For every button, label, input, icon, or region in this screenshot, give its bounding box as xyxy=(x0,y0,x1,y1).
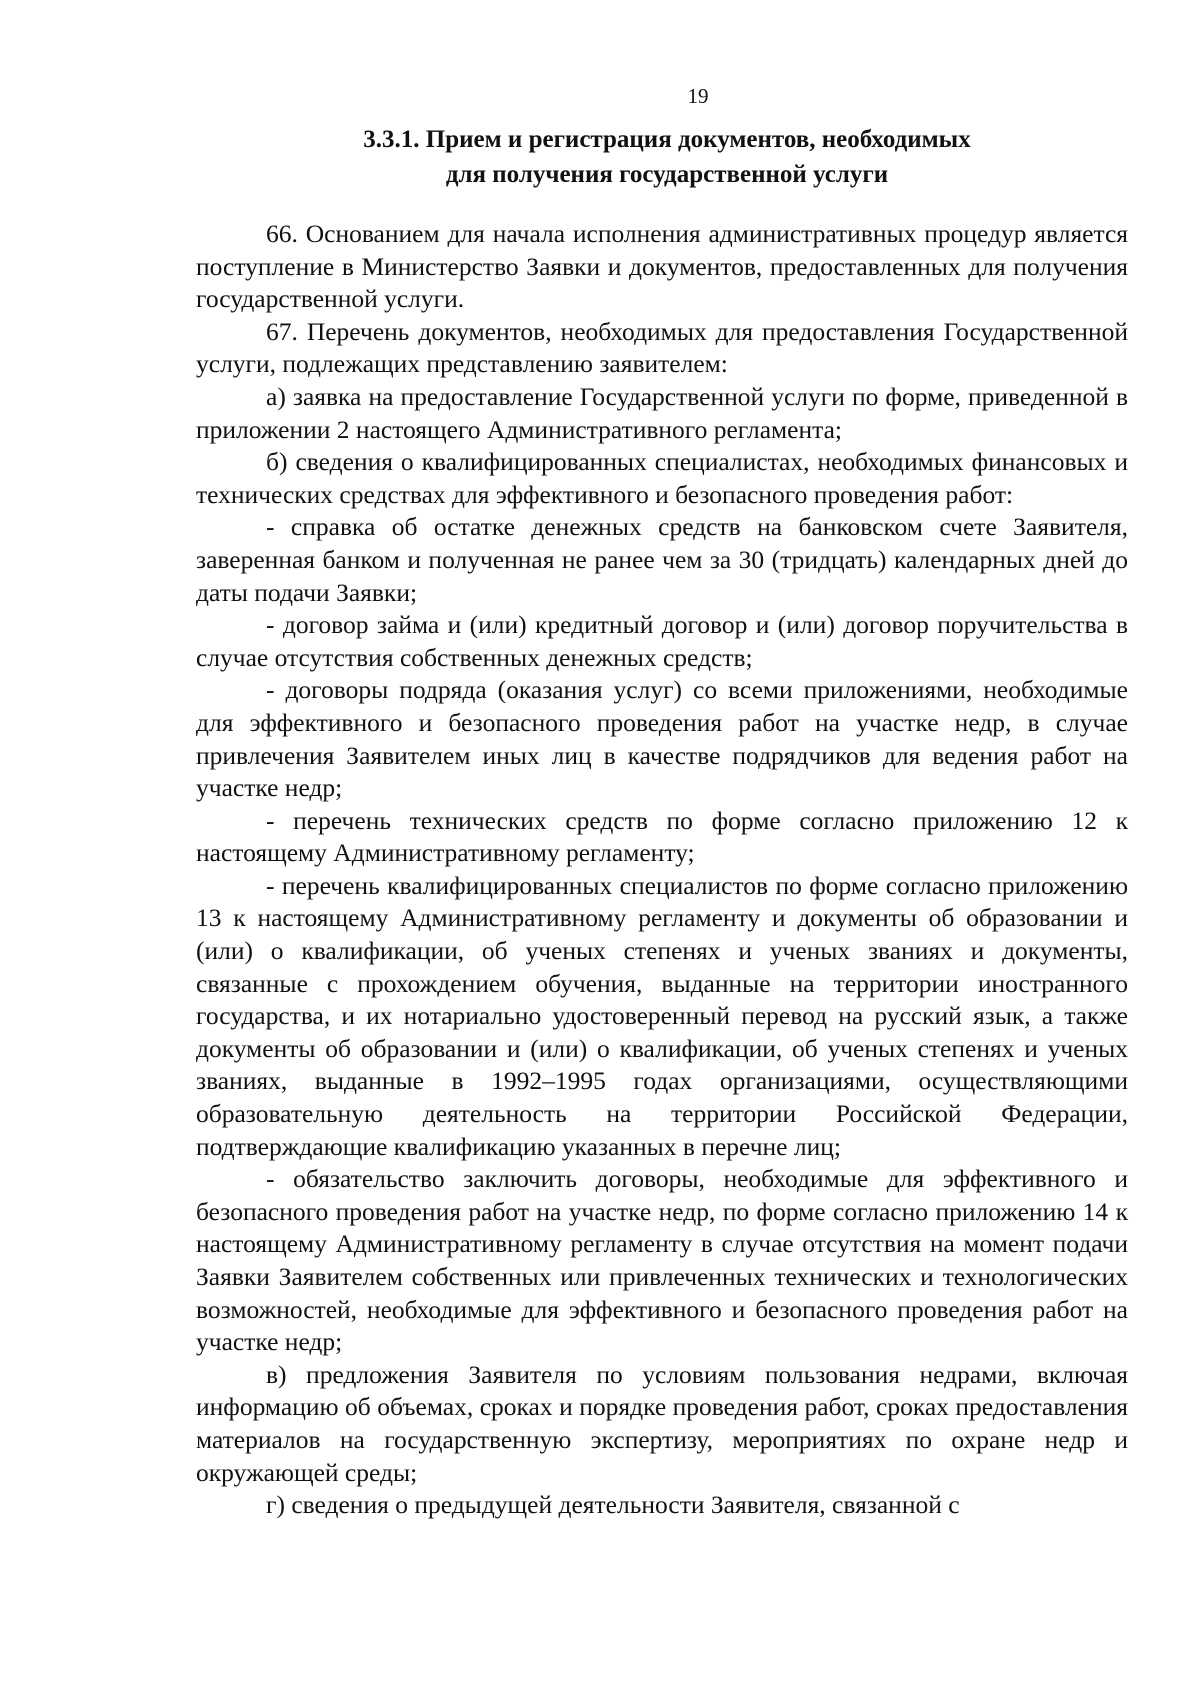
list-item-v: в) предложения Заявителя по условиям пользования недрами, включая информацию об объемах, сроках и порядке проведения работ, сроках предоставления материалов на государственную экспертизу, мероприятиях по охране недр и окружающей среды; xyxy=(196,1359,1128,1487)
sub-item-obligation: - обязательство заключить договоры, необходимые для эффективного и безопасного проведения работ на участке недр, по форме согласно приложению 14 к настоящему Административному регламенту в случае отсутствия на момент подачи Заявки Заявителем собственных или привлеченных технических и технологических возможностей, необходимые для эффективного и безопасного проведения работ на участке недр; xyxy=(196,1164,1128,1357)
paragraph-66: 66. Основанием для начала исполнения административных процедур является поступление в Министерство Заявки и документов, предоставленных для получения государственной услуги. xyxy=(196,219,1128,314)
sub-item-bank-statement: - справка об остатке денежных средств на банковском счете Заявителя, заверенная банком и полученная не ранее чем за 30 (тридцать) календарных дней до даты подачи Заявки; xyxy=(196,512,1128,607)
section-heading-line-2: для получения государственной услуги xyxy=(445,161,889,188)
sub-item-specialists-list: - перечень квалифицированных специалистов по форме согласно приложению 13 к настоящему Административному регламенту и документы об образовании и (или) о квалификации, об ученых степенях и ученых званиях и документы, связанные с прохождением обучения, выданные на территории иностранного государства, и их нотариально удостоверенный перевод на русский язык, а также документы об образовании и (или) о квалификации, об ученых степенях и ученых званиях, выданные в 1992–1995 годах организациями, осуществляющими образовательную деятельность на территории Российской Федерации, подтверждающие квалификацию указанных в перечне лиц; xyxy=(196,870,1128,1161)
page-number: 19 xyxy=(687,84,709,108)
document-body xyxy=(196,218,1128,1522)
section-heading xyxy=(196,122,1128,192)
sub-item-technical-means-list: - перечень технических средств по форме согласно приложению 12 к настоящему Административному регламенту; xyxy=(196,805,1128,868)
sub-item-loan-agreement: - договор займа и (или) кредитный договор и (или) договор поручительства в случае отсутствия собственных денежных средств; xyxy=(196,610,1128,672)
list-item-g: г) сведения о предыдущей деятельности Заявителя, связанной с xyxy=(266,1490,960,1520)
list-item-b: б) сведения о квалифицированных специалистах, необходимых финансовых и технических средствах для эффективного и безопасного проведения работ: xyxy=(196,447,1128,509)
paragraph-67: 67. Перечень документов, необходимых для предоставления Государственной услуги, подлежащих представлению заявителем: xyxy=(196,316,1128,379)
sub-item-contract-agreements: - договоры подряда (оказания услуг) со всеми приложениями, необходимые для эффективного и безопасного проведения работ на участке недр, в случае привлечения Заявителем иных лиц в качестве подрядчиков для ведения работ на участке недр; xyxy=(196,675,1128,803)
section-heading-line-1: 3.3.1. Прием и регистрация документов, необходимых xyxy=(363,126,971,153)
list-item-a: а) заявка на предоставление Государственной услуги по форме, приведенной в приложении 2 настоящего Административного регламента; xyxy=(196,381,1128,444)
